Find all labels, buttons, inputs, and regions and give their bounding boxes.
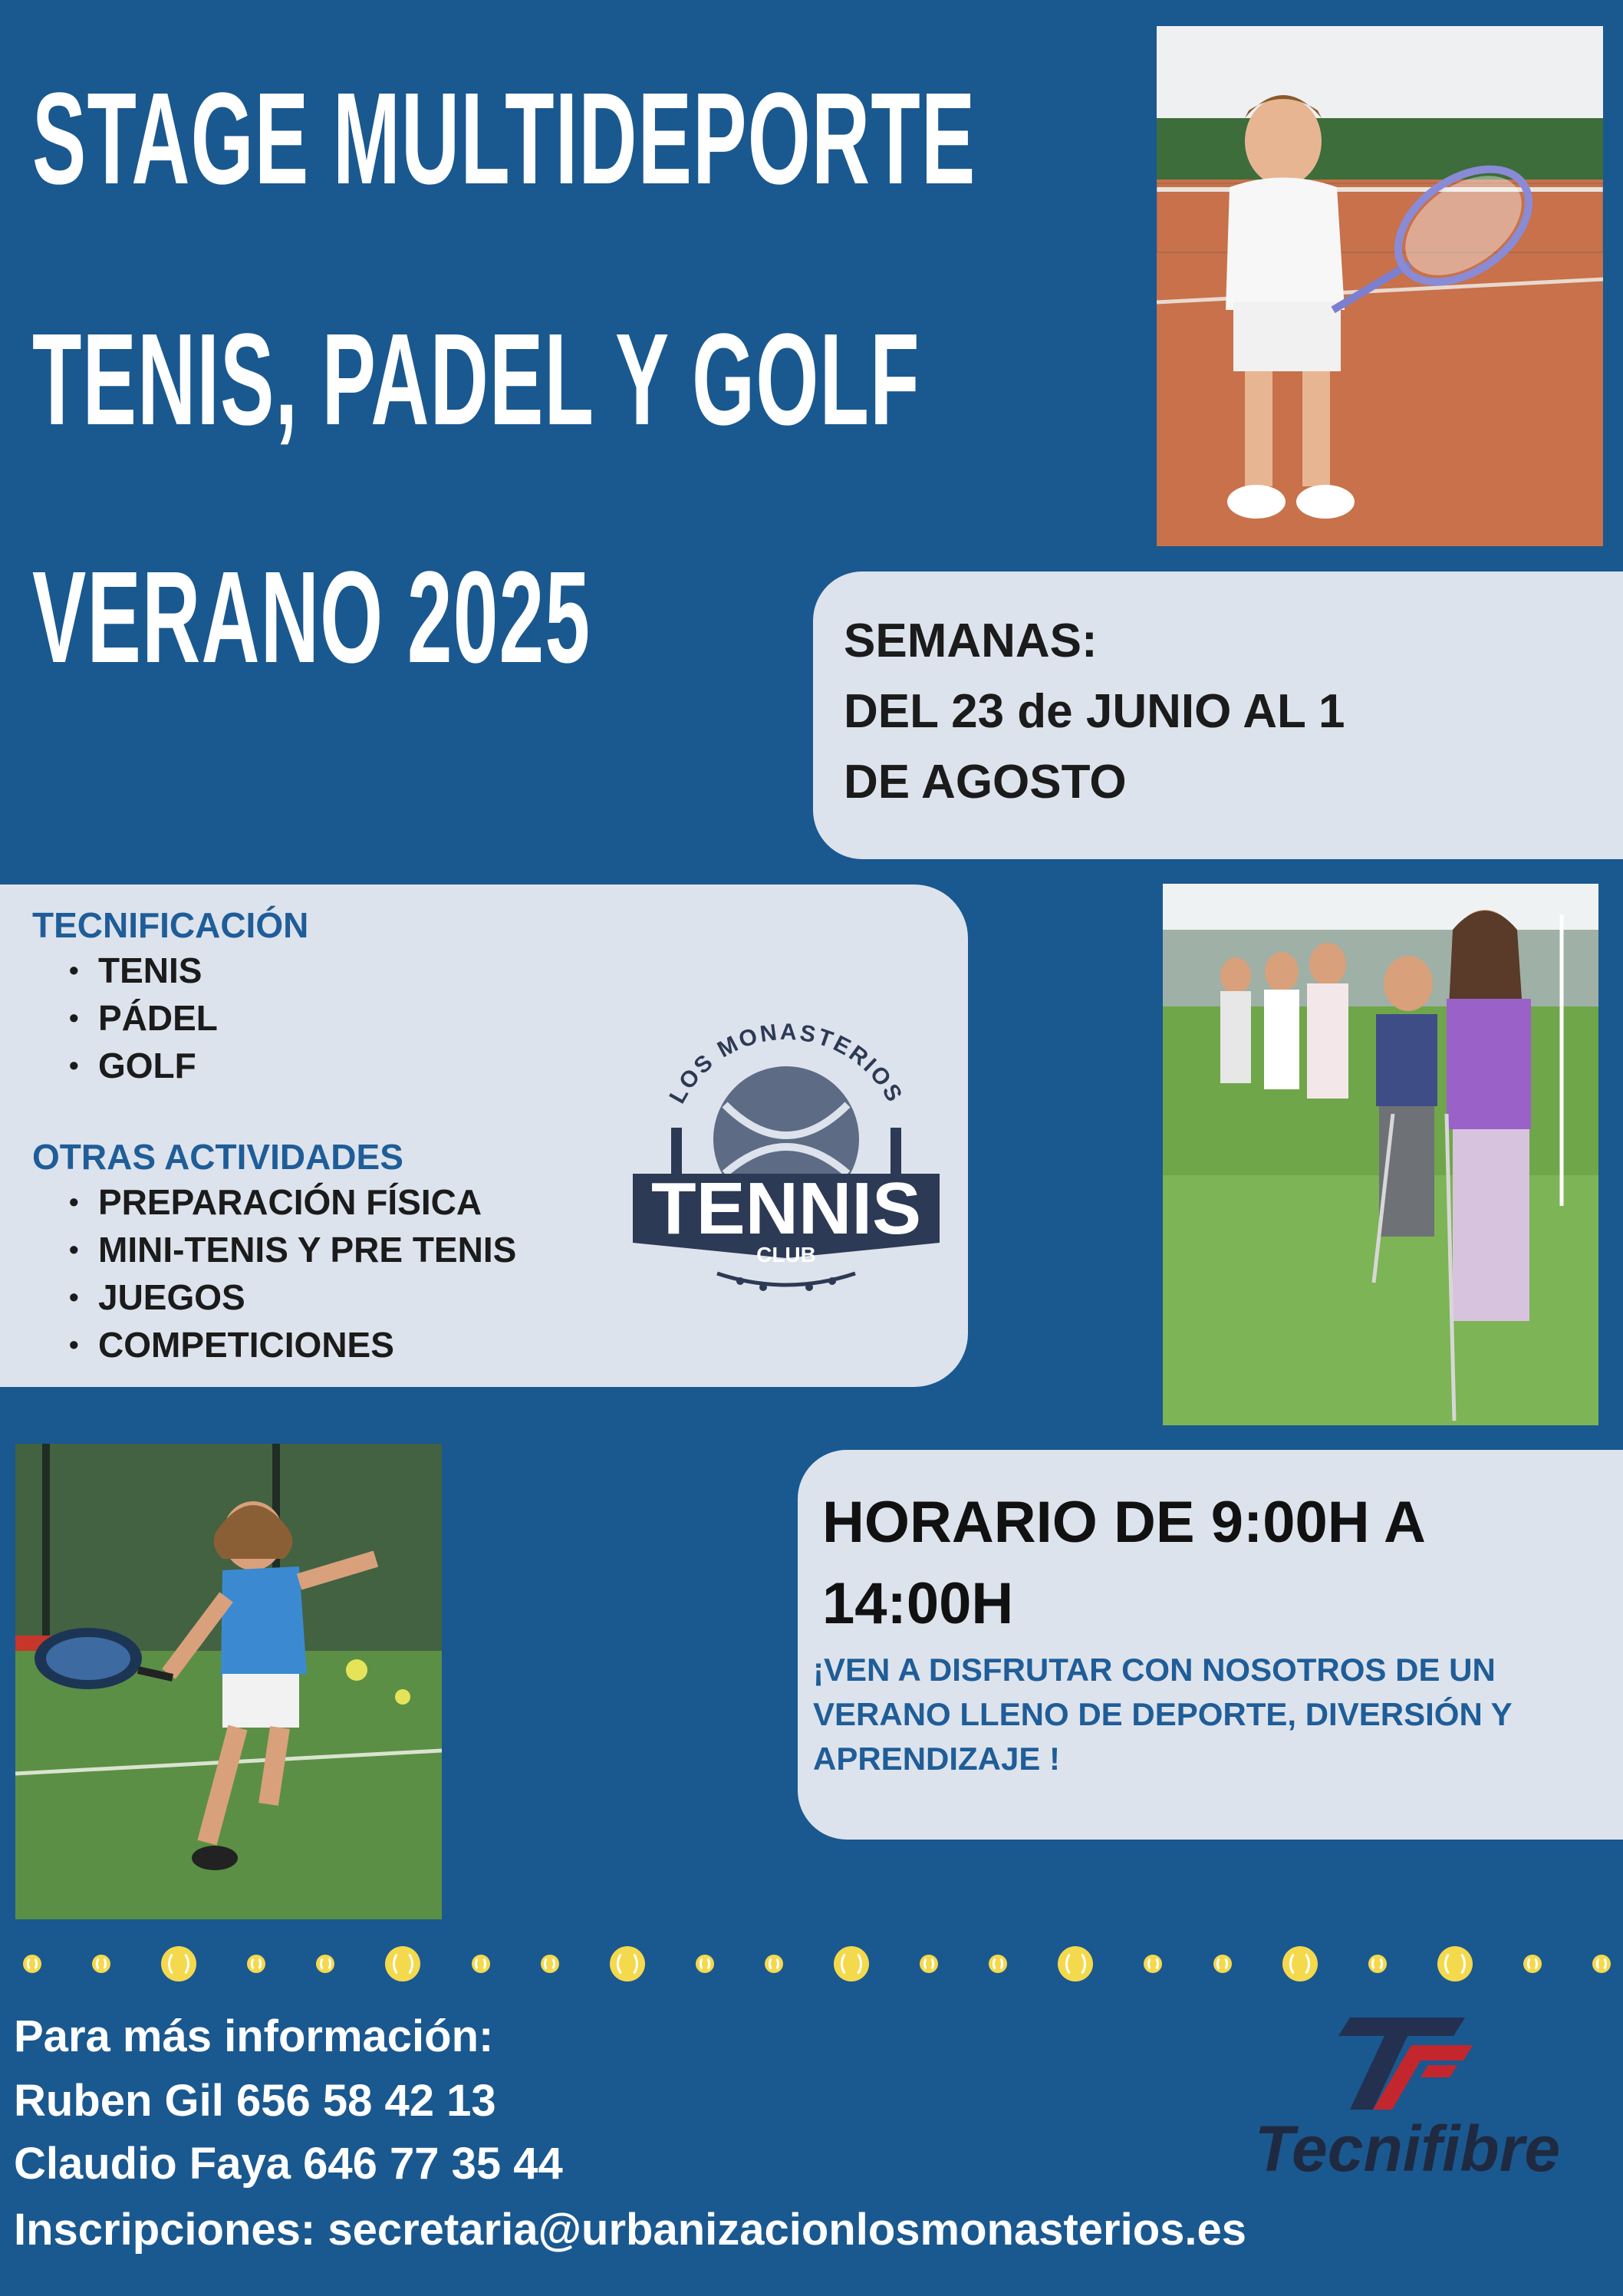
sponsor-logo <box>1220 2010 1595 2186</box>
photo-boy-padel <box>15 1444 442 1919</box>
list-item: • MINI-TENIS Y PRE TENIS <box>69 1226 516 1273</box>
list-item: • JUEGOS <box>69 1273 516 1321</box>
club-main-text: TENNIS <box>650 1168 922 1250</box>
otras-heading: OTRAS ACTIVIDADES <box>32 1137 403 1177</box>
dates-text <box>844 606 1580 818</box>
photo-golf-kids <box>1163 884 1598 1425</box>
title-line-3: VERANO 2025 <box>32 545 591 690</box>
tennis-ball-icon <box>610 1946 645 1981</box>
invitation-line-1: ¡VEN A DISFRUTAR CON NOSOTROS DE UN <box>813 1652 1496 1688</box>
tennis-ball-icon <box>1592 1955 1611 1973</box>
dates-range-line-1: DEL 23 de JUNIO AL 1 <box>844 685 1345 738</box>
tennis-ball-icon <box>1213 1955 1232 1973</box>
contact-heading: Para más información: <box>14 2011 494 2061</box>
tennis-ball-icon <box>385 1946 420 1981</box>
tennis-ball-icon <box>316 1955 334 1973</box>
tennis-ball-icon <box>1368 1955 1387 1973</box>
contact-person-2: Claudio Faya 646 77 35 44 <box>14 2139 563 2189</box>
tennis-ball-icon <box>1058 1946 1093 1981</box>
tennis-ball-icon <box>1523 1955 1542 1973</box>
tennis-ball-icon <box>161 1946 196 1981</box>
invitation-line-3: APRENDIZAJE ! <box>813 1741 1061 1777</box>
photo-boy-tennis <box>1157 26 1603 546</box>
horario-line-1: HORARIO DE 9:00H A <box>822 1490 1426 1555</box>
horario-line-2: 14:00H <box>822 1571 1014 1636</box>
title-line-2: TENIS, PADEL Y GOLF <box>32 307 920 453</box>
tennis-ball-icon <box>1282 1946 1318 1981</box>
invitation-line-2: VERANO LLENO DE DEPORTE, DIVERSIÓN Y <box>813 1696 1513 1732</box>
horario-text <box>822 1482 1589 1645</box>
tennis-ball-icon <box>92 1955 110 1973</box>
tennis-ball-icon <box>989 1955 1007 1973</box>
list-item: • GOLF <box>69 1042 218 1089</box>
club-arc-text: LOS MONASTERIOS <box>664 1019 908 1108</box>
tecnificacion-list <box>69 947 218 1089</box>
tennis-ball-icon <box>1437 1946 1473 1981</box>
tennis-ball-icon <box>472 1955 490 1973</box>
list-item: • TENIS <box>69 947 218 994</box>
tennis-ball-icon <box>920 1955 938 1973</box>
tennis-ball-icon <box>247 1955 265 1973</box>
horario-invitation <box>813 1648 1603 1781</box>
list-item: • COMPETICIONES <box>69 1321 516 1369</box>
list-item: • PREPARACIÓN FÍSICA <box>69 1178 516 1226</box>
tennis-ball-icon <box>23 1955 41 1973</box>
tennis-ball-icon <box>696 1955 714 1973</box>
title-line-1: STAGE MULTIDEPORTE <box>32 66 976 212</box>
sponsor-name: Tecnifibre <box>1254 2113 1561 2185</box>
dates-range-line-2: DE AGOSTO <box>844 756 1127 809</box>
list-item: • PÁDEL <box>69 994 218 1042</box>
tennis-ball-icon <box>541 1955 559 1973</box>
otras-list <box>69 1178 516 1369</box>
tecnificacion-heading: TECNIFICACIÓN <box>32 905 309 945</box>
tennis-ball-icon <box>765 1955 783 1973</box>
dates-label: SEMANAS: <box>844 614 1098 667</box>
club-logo <box>625 990 947 1296</box>
contact-person-1: Ruben Gil 656 58 42 13 <box>14 2076 496 2126</box>
tennis-ball-icon <box>834 1946 869 1981</box>
tennis-ball-icon <box>1144 1955 1162 1973</box>
contact-email: Inscripciones: secretaria@urbanizacionlosmonasterios.es <box>14 2205 1247 2255</box>
ball-divider <box>23 1941 1611 1987</box>
club-sub-text: CLUB <box>756 1243 816 1267</box>
